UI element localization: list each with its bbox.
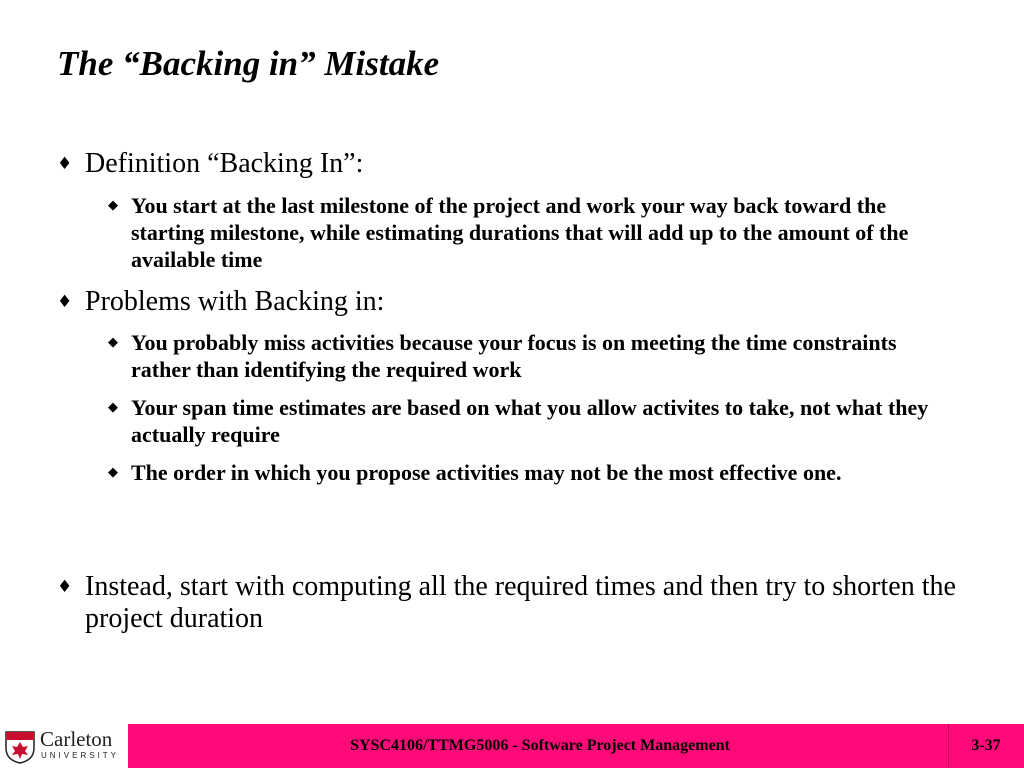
carleton-logo [0,724,128,768]
sub-bullet-text: Your span time estimates are based on what you allow activites to take, not what they actually require [131,395,929,447]
sub-bullet-text: You start at the last milestone of the project and work your way back toward the starting milestone, while estimating durations that will add up to the amount of the available time [131,193,909,272]
sub-bullet-text: The order in which you propose activities may not be the most effective one. [131,460,842,485]
page-number: 3-37 [971,737,1001,754]
bullet-text: Problems with Backing in: [85,286,385,317]
diamond-sub-bullet-icon: ◆ [108,335,118,350]
slide-footer [0,724,1024,768]
diamond-sub-bullet-icon: ◆ [108,198,118,213]
diamond-sub-bullet-icon: ◆ [108,400,118,415]
sub-bullet-text: You probably miss activities because your focus is on meeting the time constraints rather than identifying the required work [131,330,897,382]
slide-title: The “Backing in” Mistake [57,44,440,83]
diamond-bullet-icon: ♦ [57,292,73,312]
bullet-text: Definition “Backing In”: [85,148,364,179]
university-crest-icon [4,730,36,764]
diamond-bullet-icon: ♦ [57,577,73,597]
course-title: SYSC4106/TTMG5006 - Software Project Management [350,737,730,754]
diamond-bullet-icon: ♦ [57,154,73,174]
bullet-text: Instead, start with computing all the required times and then try to shorten the project duration [85,571,956,634]
logo-name: Carleton [40,727,113,751]
logo-subtitle: UNIVERSITY [41,751,120,760]
diamond-sub-bullet-icon: ◆ [108,465,118,480]
